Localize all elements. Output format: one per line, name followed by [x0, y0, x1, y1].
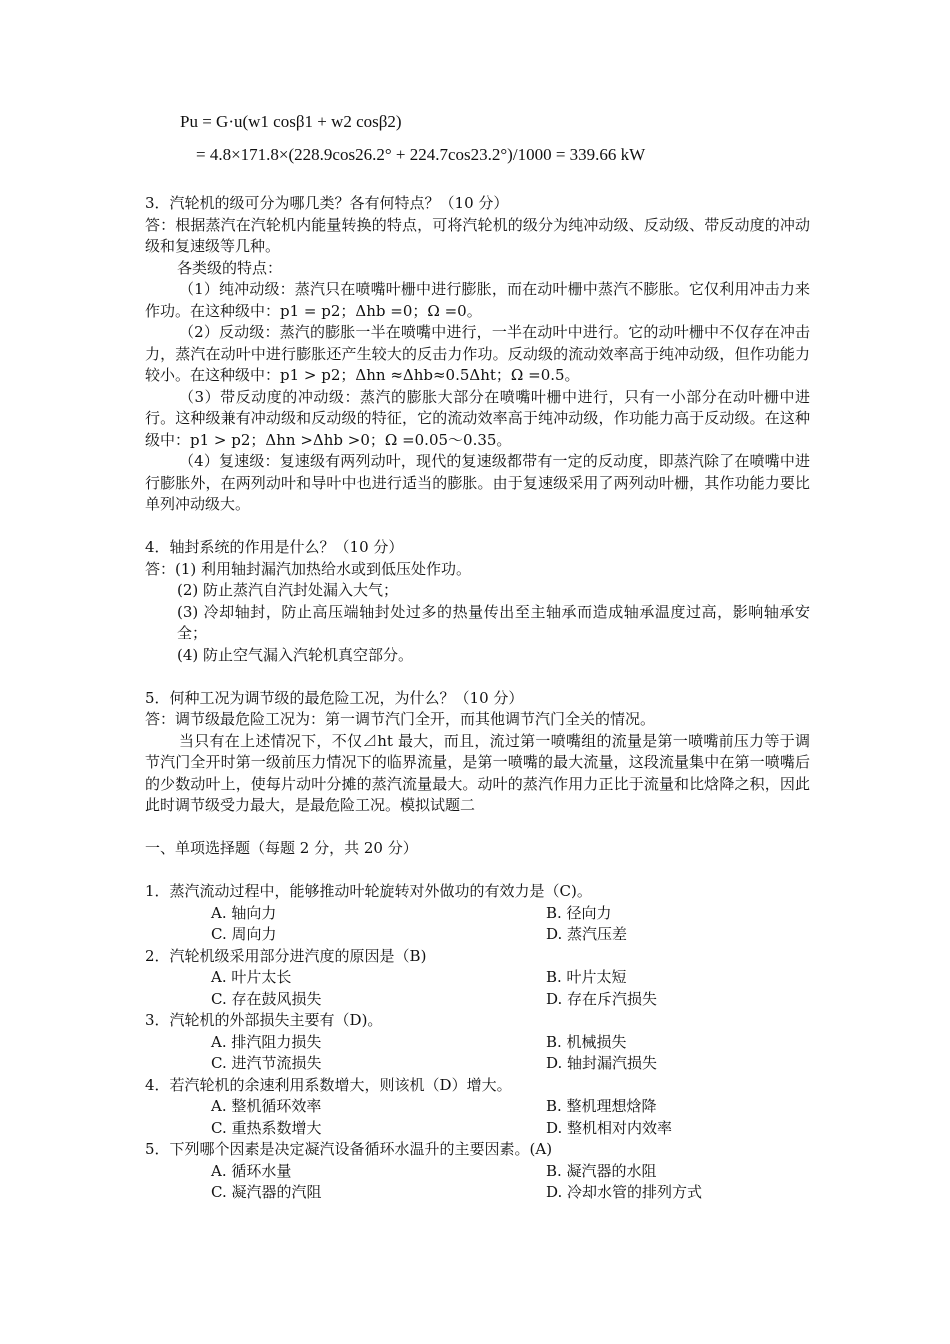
option-d: D. 轴封漏汽损失 — [546, 1054, 658, 1072]
feature-item-1: （1）纯冲动级：蒸汽只在喷嘴叶栅中进行膨胀，而在动叶栅中蒸汽不膨胀。它仅利用冲击力来作功。在这种级中：p1 = p2；Δhb =0；Ω =0。 — [145, 280, 810, 320]
option-a: A. 整机循环效率 — [211, 1097, 322, 1115]
formula-line-1: Pu = G·u(w1 cosβ1 + w2 cosβ2) — [180, 112, 402, 131]
option-c: C. 周向力 — [211, 925, 277, 943]
option-c: C. 进汽节流损失 — [211, 1054, 322, 1072]
option-b: B. 叶片太短 — [546, 968, 627, 986]
mc-question-5 — [145, 1139, 810, 1204]
option-d: D. 存在斥汽损失 — [546, 989, 658, 1008]
question-4-title: 4．轴封系统的作用是什么？（10 分） — [145, 538, 404, 556]
mc-question-1 — [145, 881, 810, 946]
option-d: D. 蒸汽压差 — [546, 925, 628, 943]
question-3-section — [145, 193, 810, 1204]
option-d: D. 冷却水管的排列方式 — [546, 1183, 703, 1201]
option-b: B. 机械损失 — [546, 1032, 627, 1051]
option-d: D. 整机相对内效率 — [546, 1118, 673, 1137]
answer-prefix: 答： — [145, 559, 176, 578]
question-5-explanation: 当只有在上述情况下，不仅⊿ht 最大，而且，流过第一喷嘴组的流量是第一喷嘴前压力等于调节汽门全开时第一级前压力情况下的临界流量，是第一喷嘴的最大流量，这段流量集中在第一喷嘴后的少数动叶上，使每片动叶分摊的蒸汽流量最大。动叶的蒸汽作用力正比于流量和比焓降之积，因此此时调节级受力最大，是最危险工况。模拟试题二 — [145, 731, 810, 814]
question-5-section — [145, 688, 810, 817]
feature-item-4: （4）复速级：复速级有两列动叶，现代的复速级都带有一定的反动度，即蒸汽除了在喷嘴中进行膨胀外，在两列动叶和导叶中也进行适当的膨胀。由于复速级采用了两列动叶栅，其作功能力要比单列冲动级大。 — [145, 452, 810, 513]
mc-question-text: 5．下列哪个因素是决定凝汽设备循环水温升的主要因素。(A) — [145, 1140, 553, 1158]
mc-question-2 — [145, 946, 810, 1011]
question-5-answer: 答：调节级最危险工况为：第一调节汽门全开，而其他调节汽门全关的情况。 — [145, 710, 656, 728]
question-5-title: 5．何种工况为调节级的最危险工况，为什么？（10 分） — [145, 688, 524, 707]
mc-question-text: 3．汽轮机的外部损失主要有（D)。 — [145, 1011, 383, 1029]
option-c: C. 重热系数增大 — [211, 1118, 322, 1137]
mc-question-text: 2．汽轮机级采用部分进汽度的原因是（B) — [145, 946, 427, 965]
option-c: C. 存在鼓风损失 — [211, 989, 322, 1008]
question-3-title: 3．汽轮机的级可分为哪几类？各有何特点？（10 分） — [145, 194, 509, 212]
features-title: 各类级的特点： — [177, 258, 283, 277]
option-b: B. 整机理想焓降 — [546, 1097, 657, 1115]
feature-item-2: （2）反动级：蒸汽的膨胀一半在喷嘴中进行，一半在动叶中进行。它的动叶栅中不仅存在冲击力，蒸汽在动叶中进行膨胀还产生较大的反击力作功。反动级的流动效率高于纯冲动级，但作功能力较小。在这种级中：p1 > p2；Δhn ≈Δhb≈0.5Δht；Ω =0.5。 — [145, 323, 810, 384]
option-a: A. 排汽阻力损失 — [211, 1032, 322, 1051]
mc-question-text: 1．蒸汽流动过程中，能够推动叶轮旋转对外做功的有效力是（C)。 — [145, 882, 592, 900]
formula-line-2: = 4.8×171.8×(228.9cos26.2° + 224.7cos23.2°)/1000 = 339.66 kW — [196, 145, 646, 164]
question-4-item-4: (4) 防止空气漏入汽轮机真空部分。 — [177, 645, 414, 664]
option-a: A. 轴向力 — [211, 903, 277, 922]
mc-question-4 — [145, 1075, 810, 1140]
mc-question-text: 4．若汽轮机的余速利用系数增大，则该机（D）增大。 — [145, 1075, 512, 1094]
option-a: A. 循环水量 — [211, 1161, 292, 1180]
question-3-answer: 答：根据蒸汽在汽轮机内能量转换的特点，可将汽轮机的级分为纯冲动级、反动级、带反动度的冲动级和复速级等几种。 — [145, 215, 810, 255]
option-c: C. 凝汽器的汽阻 — [211, 1183, 322, 1201]
option-b: B. 凝汽器的水阻 — [546, 1161, 657, 1180]
question-4-item-2: (2) 防止蒸汽自汽封处漏入大气； — [177, 581, 399, 599]
section-1-title: 一、单项选择题（每题 2 分，共 20 分） — [145, 839, 418, 857]
question-4-section — [145, 537, 810, 666]
question-4-item-3: (3) 冷却轴封，防止高压端轴封处过多的热量传出至主轴承而造成轴承温度过高，影响轴承安全； — [177, 602, 810, 642]
section-1 — [145, 838, 810, 1204]
option-b: B. 径向力 — [546, 903, 612, 922]
question-4-item-1 — [145, 559, 810, 581]
question-4-item-1-text: (1) 利用轴封漏汽加热给水或到低压处作功。 — [175, 559, 472, 578]
mc-question-3 — [145, 1010, 810, 1075]
option-a: A. 叶片太长 — [211, 968, 292, 986]
feature-item-3: （3）带反动度的冲动级：蒸汽的膨胀大部分在喷嘴叶栅中进行，只有一小部分在动叶栅中进行。这种级兼有冲动级和反动级的特征，它的流动效率高于纯冲动级，作功能力高于反动级。在这种级中：p1 > p2；Δhn >Δhb >0；Ω =0.05～0.35。 — [145, 387, 810, 449]
